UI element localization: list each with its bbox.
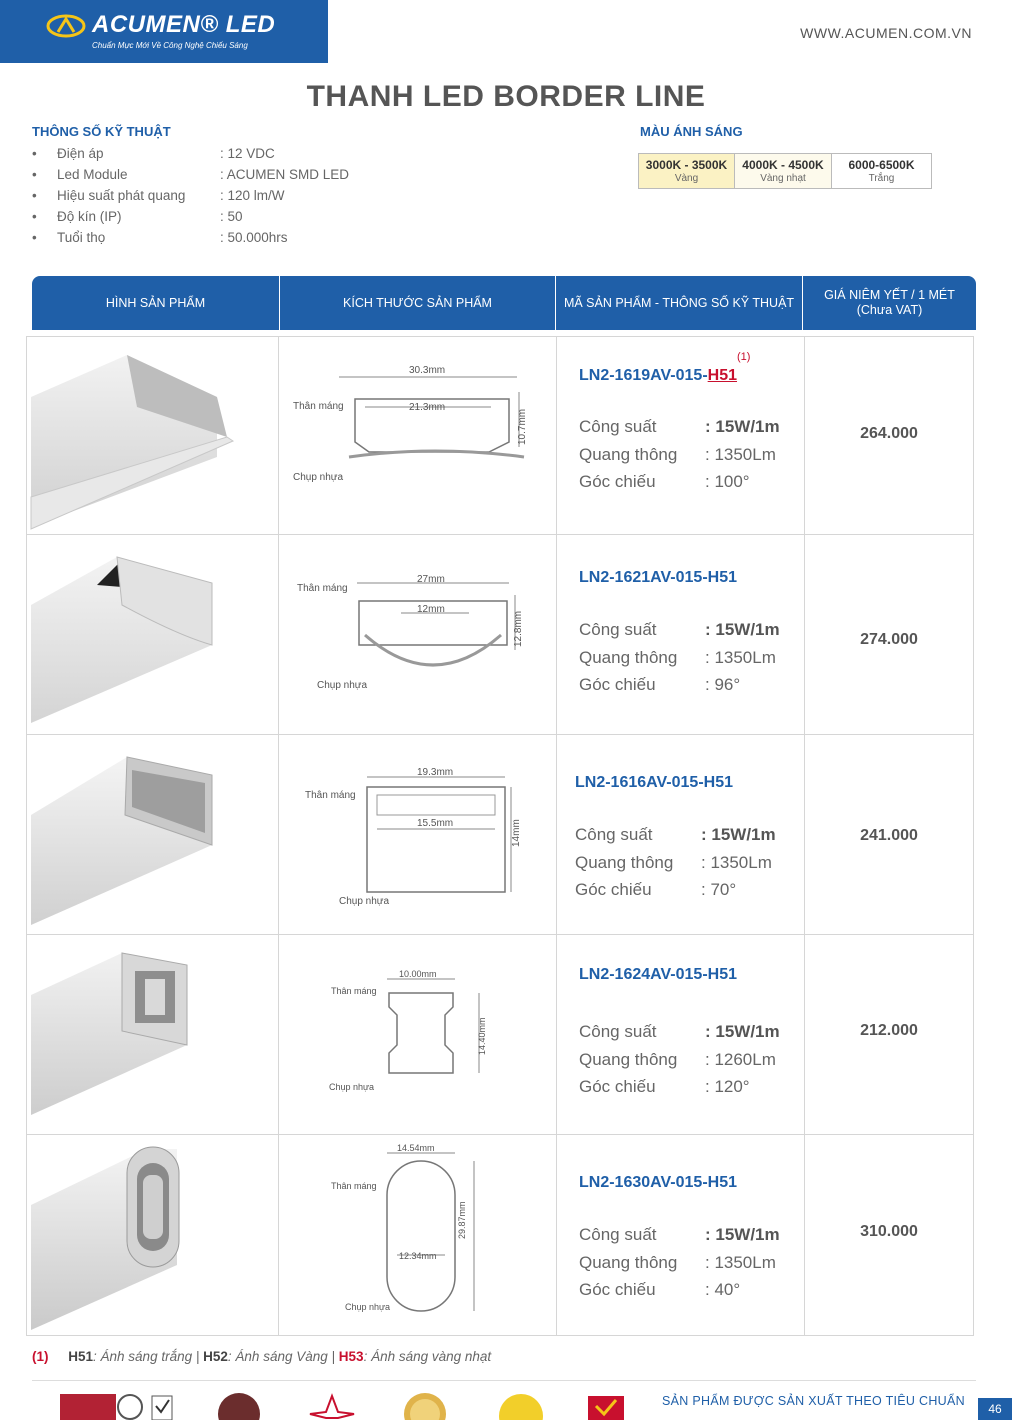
svg-text:Thân máng: Thân máng — [331, 986, 377, 996]
col-header-price: GIÁ NIÊM YẾT / 1 MÉT (Chưa VAT) — [824, 288, 955, 317]
product-dimensions — [279, 1135, 557, 1335]
brand-name: ACUMEN® LED — [92, 11, 276, 38]
product-code: LN2-1621AV-015-H51 — [579, 569, 738, 586]
product-specs: Công suất : 15W/1m Quang thông : 1350Lm Góc chiếu : 100° — [579, 417, 780, 491]
svg-text:19.3mm: 19.3mm — [417, 767, 454, 778]
svg-text:12mm: 12mm — [417, 604, 445, 615]
svg-text:21.3mm: 21.3mm — [409, 402, 446, 413]
svg-text:27mm: 27mm — [417, 574, 445, 585]
brand-award-badge-icon — [496, 1392, 546, 1420]
svg-text:Thân máng: Thân máng — [305, 790, 356, 801]
table-row — [27, 337, 973, 535]
svg-text:Thân máng: Thân máng — [293, 401, 344, 412]
bureau-veritas-badge-icon — [60, 1392, 144, 1420]
svg-text:14.54mm: 14.54mm — [397, 1143, 435, 1153]
product-dimensions — [279, 735, 557, 934]
col-header-size: KÍCH THƯỚC SẢN PHẨM — [280, 276, 556, 330]
product-info — [557, 735, 805, 934]
color-option-white: 6000-6500K Trắng — [832, 154, 931, 188]
product-image — [27, 535, 279, 734]
product-price: 212.000 — [860, 1022, 918, 1039]
product-price: 241.000 — [860, 827, 918, 844]
product-specs: Công suất : 15W/1m Quang thông : 1350Lm Góc chiếu : 70° — [575, 825, 776, 899]
product-image — [27, 935, 279, 1134]
product-info: (1) LN2-1619AV-015-H51 Công suất : 15W/1m Quang thông : 1350Lm Góc chiếu : 100° — [557, 337, 805, 534]
page-number: 46 — [978, 1398, 1012, 1420]
product-image — [27, 735, 279, 934]
product-specs: Công suất : 15W/1m Quang thông : 1350Lm Góc chiếu : 96° — [579, 620, 780, 694]
color-option-warm: 3000K - 3500K Vàng — [639, 154, 735, 188]
star-award-badge-icon — [308, 1392, 356, 1420]
acumen-logo-icon — [46, 14, 86, 38]
product-specs: Công suất : 15W/1m Quang thông : 1350Lm Góc chiếu : 40° — [579, 1225, 780, 1299]
table-row — [27, 935, 973, 1135]
quality-medal-icon — [402, 1392, 448, 1420]
product-image — [27, 1135, 279, 1335]
product-table — [26, 336, 974, 1336]
table-row — [27, 735, 973, 935]
vietnam-quality-badge-icon — [586, 1392, 626, 1420]
color-option-neutral: 4000K - 4500K Vàng nhạt — [735, 154, 832, 188]
page-title: THANH LED BORDER LINE — [306, 80, 706, 113]
gold-award-badge-icon — [216, 1392, 262, 1420]
col-header-image: HÌNH SẢN PHẨM — [32, 276, 280, 330]
table-row — [27, 1135, 973, 1335]
svg-text:14mm: 14mm — [511, 819, 522, 847]
product-price: 310.000 — [860, 1223, 918, 1240]
svg-text:15.5mm: 15.5mm — [417, 818, 454, 829]
product-info — [557, 1135, 805, 1335]
product-code: LN2-1616AV-015-H51 — [575, 774, 734, 791]
svg-text:29.87mm: 29.87mm — [457, 1201, 467, 1239]
product-dimensions — [279, 935, 557, 1134]
svg-text:Chụp nhựa: Chụp nhựa — [329, 1082, 375, 1092]
svg-text:Chụp nhựa: Chụp nhựa — [293, 472, 344, 483]
website-link[interactable]: WWW.ACUMEN.COM.VN — [800, 25, 972, 41]
footer-standard-text: SẢN PHẨM ĐƯỢC SẢN XUẤT THEO TIÊU CHUẨN — [662, 1394, 965, 1408]
product-info — [557, 935, 805, 1134]
svg-text:14.40mm: 14.40mm — [477, 1017, 487, 1055]
svg-text:30.3mm: 30.3mm — [409, 365, 446, 376]
product-price: 264.000 — [860, 425, 918, 442]
footnote: (1) H51: Ánh sáng trắng | H52: Ánh sáng Vàng | H53: Ánh sáng vàng nhạt — [32, 1349, 492, 1364]
table-header — [32, 276, 976, 330]
product-specs: Công suất : 15W/1m Quang thông : 1260Lm Góc chiếu : 120° — [579, 1022, 780, 1096]
svg-text:Chụp nhựa: Chụp nhựa — [345, 1302, 391, 1312]
product-price: 274.000 — [860, 631, 918, 648]
col-header-code: MÃ SẢN PHẨM - THÔNG SỐ KỸ THUẬT — [556, 276, 803, 330]
product-info — [557, 535, 805, 734]
brand-logo — [0, 0, 328, 63]
svg-text:Thân máng: Thân máng — [297, 583, 348, 594]
svg-text:Chụp nhựa: Chụp nhựa — [339, 896, 390, 907]
product-code: LN2-1630AV-015-H51 — [579, 1174, 738, 1191]
svg-text:10.7mm: 10.7mm — [517, 408, 528, 445]
product-code: LN2-1619AV-015-H51 — [579, 367, 738, 384]
certification-check-icon — [150, 1392, 174, 1420]
product-dimensions — [279, 535, 557, 734]
product-dimensions — [279, 337, 557, 534]
svg-text:10.00mm: 10.00mm — [399, 969, 437, 979]
specs-heading: THÔNG SỐ KỸ THUẬT — [32, 124, 171, 139]
table-row — [27, 535, 973, 735]
brand-tagline: Chuẩn Mực Mới Về Công Nghệ Chiếu Sáng — [92, 41, 248, 50]
svg-text:12.34mm: 12.34mm — [399, 1251, 437, 1261]
light-color-table — [638, 153, 932, 189]
svg-text:12.8mm: 12.8mm — [513, 610, 524, 647]
product-image — [27, 337, 279, 534]
footer-divider — [32, 1380, 976, 1381]
product-code: LN2-1624AV-015-H51 — [579, 966, 738, 983]
svg-text:Thân máng: Thân máng — [331, 1181, 377, 1191]
svg-text:Chụp nhựa: Chụp nhựa — [317, 680, 368, 691]
light-color-heading: MÀU ÁNH SÁNG — [640, 124, 743, 139]
